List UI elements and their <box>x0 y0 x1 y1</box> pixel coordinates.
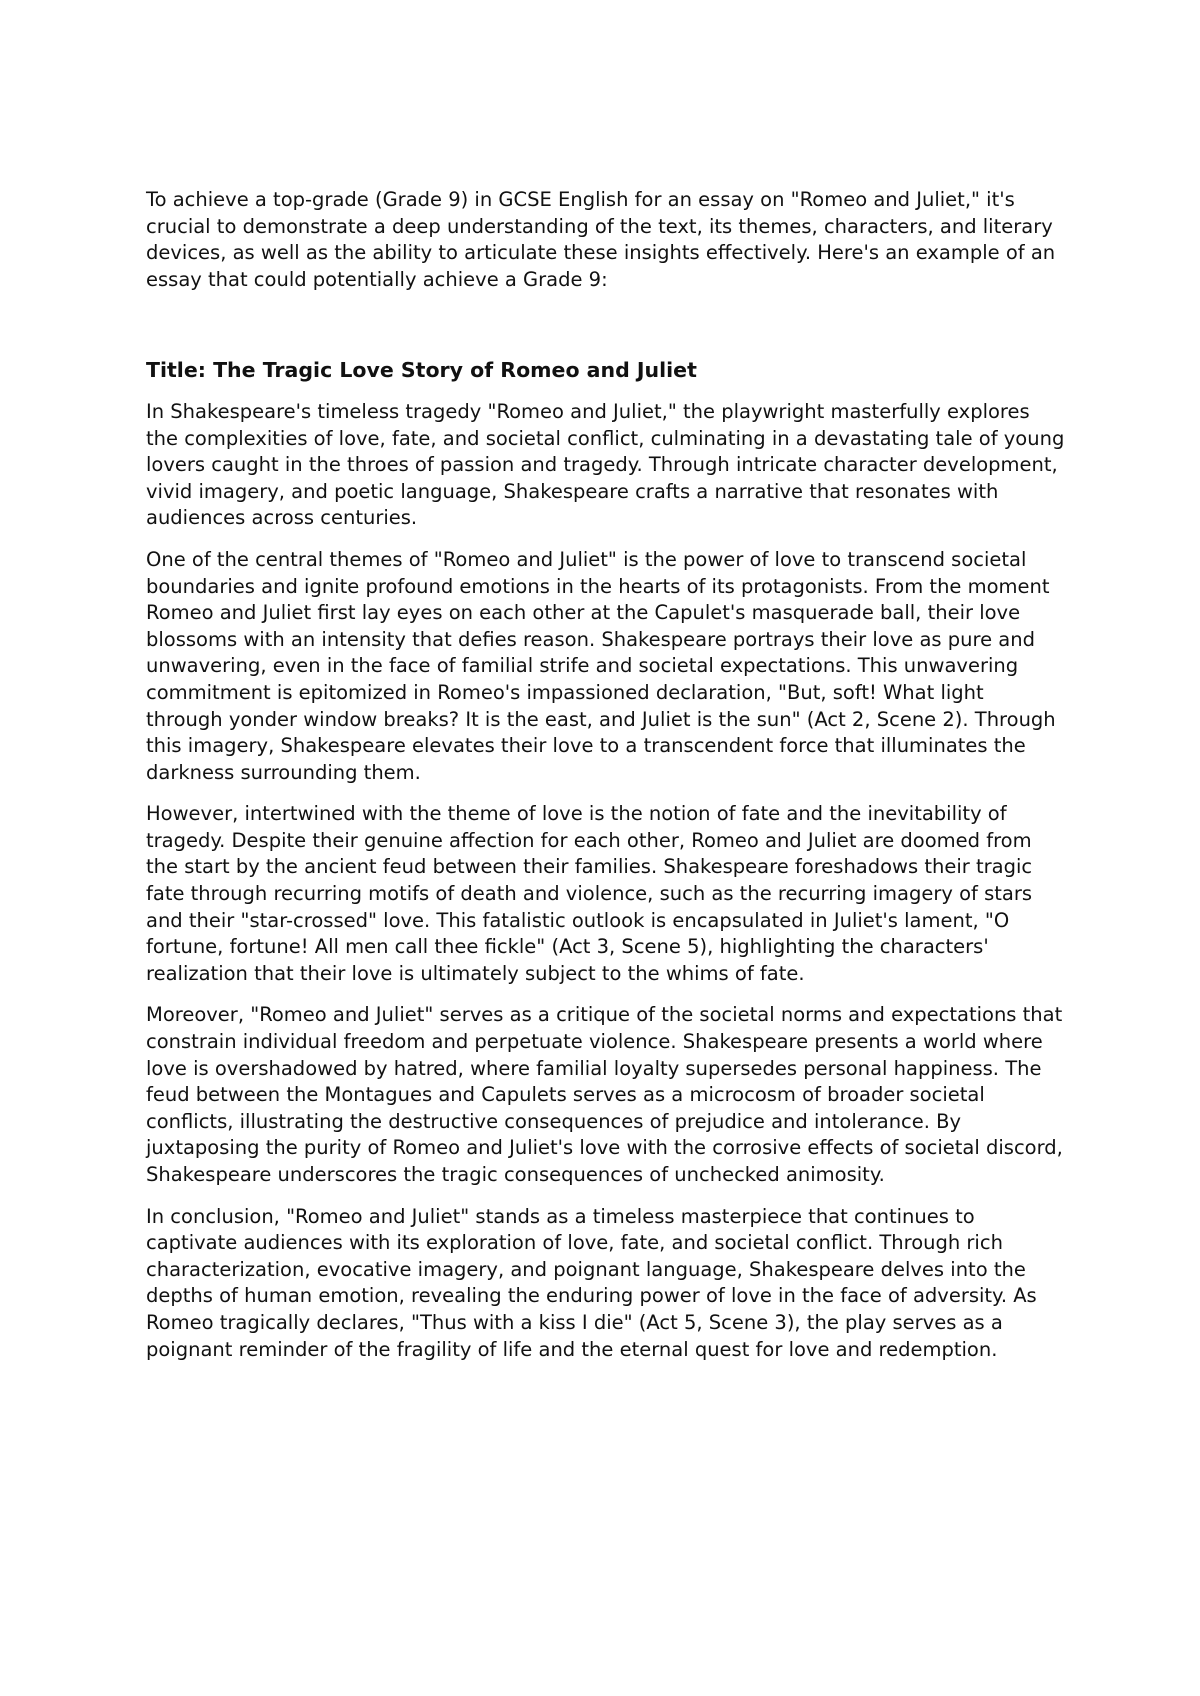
essay-paragraph-fate-theme: However, intertwined with the theme of love is the notion of fate and the inevitability of tragedy. Despite their genuine affection for each other, Romeo and Juliet are doomed from the start by the ancient feud between their families. Shakespeare foreshadows their tragic fate through recurring motifs of death and violence, such as the recurring imagery of stars and their "star-crossed" love. This fatalistic outlook is encapsulated in Juliet's lament, "O fortune, fortune! All men call thee fickle" (Act 3, Scene 5), highlighting the characters' realization that their love is ultimately subject to the whims of fate. <box>146 802 1033 985</box>
intro-paragraph: To achieve a top-grade (Grade 9) in GCSE English for an essay on "Romeo and Juliet," it's crucial to demonstrate a deep understanding of the text, its themes, characters, and literary devices, as well as the ability to articulate these insights effectively. Here's an example of an essay that could potentially achieve a Grade 9: <box>146 188 1056 291</box>
essay-paragraph-societal-critique: Moreover, "Romeo and Juliet" serves as a critique of the societal norms and expectations that constrain individual freedom and perpetuate violence. Shakespeare presents a world where love is overshadowed by hatred, where familial loyalty supersedes personal happiness. The feud between the Montagues and Capulets serves as a microcosm of broader societal conflicts, illustrating the destructive consequences of prejudice and intolerance. By juxtaposing the purity of Romeo and Juliet's love with the corrosive effects of societal discord, Shakespeare underscores the tragic consequences of unchecked animosity. <box>146 1003 1063 1186</box>
document-body <box>146 187 1066 1378</box>
essay-title: Title: The Tragic Love Story of Romeo and Juliet <box>146 358 697 383</box>
essay-paragraph-love-theme: One of the central themes of "Romeo and Juliet" is the power of love to transcend societal boundaries and ignite profound emotions in the hearts of its protagonists. From the moment Romeo and Juliet first lay eyes on each other at the Capulet's masquerade ball, their love blossoms with an intensity that defies reason. Shakespeare portrays their love as pure and unwavering, even in the face of familial strife and societal expectations. This unwavering commitment is epitomized in Romeo's impassioned declaration, "But, soft! What light through yonder window breaks? It is the east, and Juliet is the sun" (Act 2, Scene 2). Through this imagery, Shakespeare elevates their love to a transcendent force that illuminates the darkness surrounding them. <box>146 547 1056 784</box>
essay-paragraph-introduction: In Shakespeare's timeless tragedy "Romeo and Juliet," the playwright masterfully explores the complexities of love, fate, and societal conflict, culminating in a devastating tale of young lovers caught in the throes of passion and tragedy. Through intricate character development, vivid imagery, and poetic language, Shakespeare crafts a narrative that resonates with audiences across centuries. <box>146 399 1065 530</box>
essay-paragraph-conclusion: In conclusion, "Romeo and Juliet" stands as a timeless masterpiece that continues to captivate audiences with its exploration of love, fate, and societal conflict. Through rich characterization, evocative imagery, and poignant language, Shakespeare delves into the depths of human emotion, revealing the enduring power of love in the face of adversity. As Romeo tragically declares, "Thus with a kiss I die" (Act 5, Scene 3), the play serves as a poignant reminder of the fragility of life and the eternal quest for love and redemption. <box>146 1204 1037 1361</box>
